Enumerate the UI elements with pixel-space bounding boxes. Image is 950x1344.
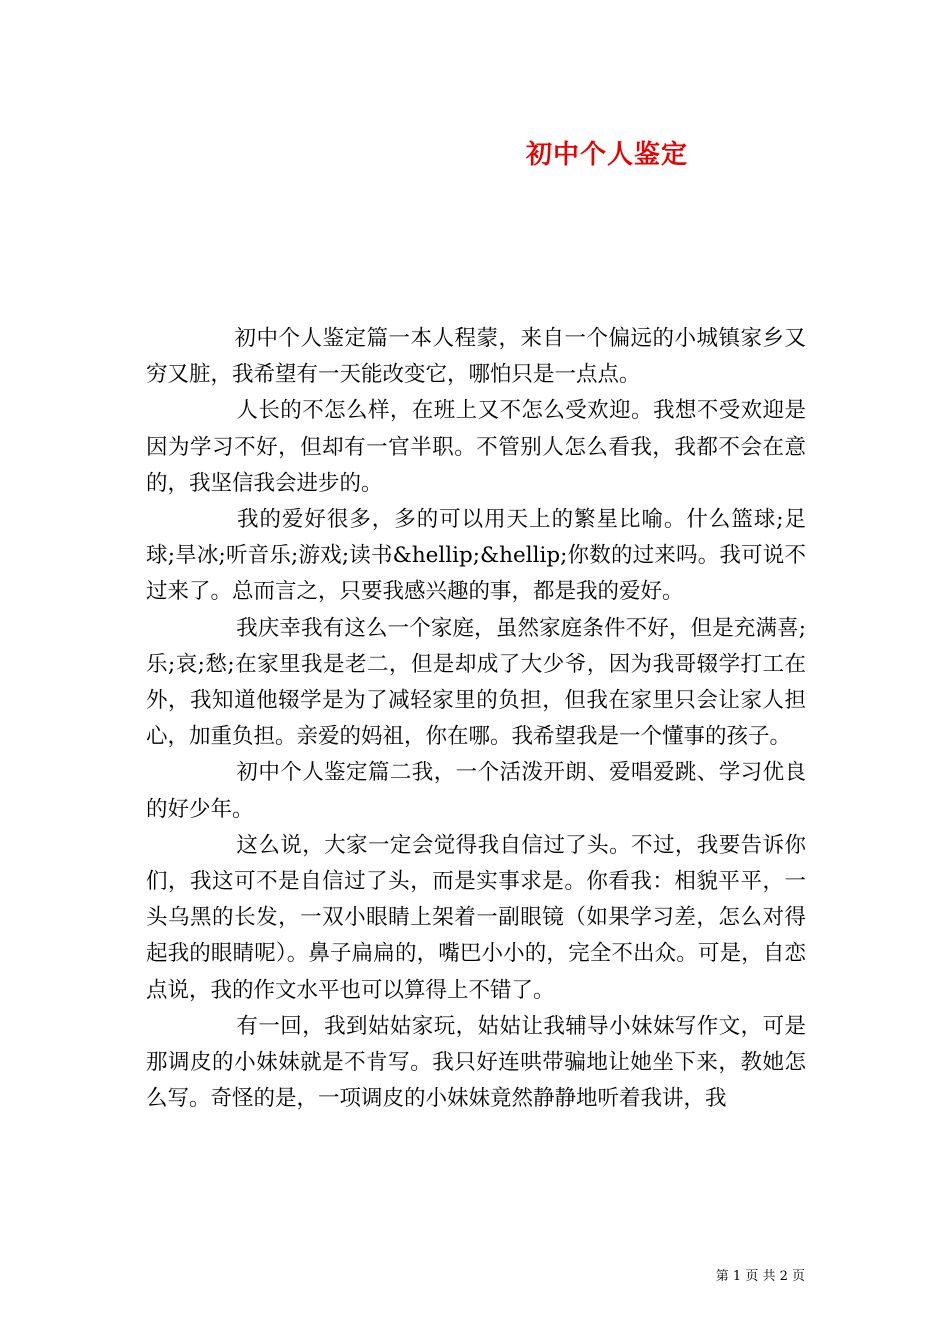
document-title: 初中个人鉴定 <box>526 140 689 170</box>
paragraph <box>146 1009 806 1118</box>
paragraph-text: 初中个人鉴定篇一本人程蒙，来自一个偏远的小城镇家乡又穷又脏，我希望有一天能改变它，哪怕只是一点点。 <box>146 326 806 388</box>
paragraph <box>146 321 806 393</box>
document-body <box>146 321 806 1117</box>
paragraph-text: 我的爱好很多，多的可以用天上的繁星比喻。什么篮球;足球;旱冰;听音乐;游戏;读书&hellip;&hellip;你数的过来吗。我可说不过来了。总而言之，只要我感兴趣的事，都是我的爱好。 <box>146 507 806 605</box>
paragraph <box>146 502 806 611</box>
paragraph-text: 初中个人鉴定篇二我，一个活泼开朗、爱唱爱跳、学习优良的好少年。 <box>146 760 806 822</box>
paragraph <box>146 611 806 756</box>
paragraph-text: 这么说，大家一定会觉得我自信过了头。不过，我要告诉你们，我这可不是自信过了头，而是实事求是。你看我：相貌平平，一头乌黑的长发，一双小眼睛上架着一副眼镜（如果学习差，怎么对得起我的眼睛呢）。鼻子扁扁的，嘴巴小小的，完全不出众。可是，自恋点说，我的作文水平也可以算得上不错了。 <box>146 832 806 1003</box>
paragraph <box>146 755 806 827</box>
paragraph-text: 人长的不怎么样，在班上又不怎么受欢迎。我想不受欢迎是因为学习不好，但却有一官半职。不管别人怎么看我，我都不会在意的，我坚信我会进步的。 <box>146 398 806 496</box>
paragraph-text: 有一回，我到姑姑家玩，姑姑让我辅导小妹妹写作文，可是那调皮的小妹妹就是不肯写。我只好连哄带骗地让她坐下来，教她怎么写。奇怪的是，一项调皮的小妹妹竟然静静地听着我讲，我 <box>146 1013 806 1112</box>
paragraph <box>146 393 806 502</box>
paragraph <box>146 828 806 1009</box>
paragraph-text: 我庆幸我有这么一个家庭，虽然家庭条件不好，但是充满喜;乐;哀;愁;在家里我是老二，但是却成了大少爷，因为我哥辍学打工在外，我知道他辍学是为了减轻家里的负担，但我在家里只会让家人担心，加重负担。亲爱的妈祖，你在哪。我希望我是一个懂事的孩子。 <box>146 615 806 750</box>
page-number: 第 1 页 共 2 页 <box>715 1269 805 1284</box>
